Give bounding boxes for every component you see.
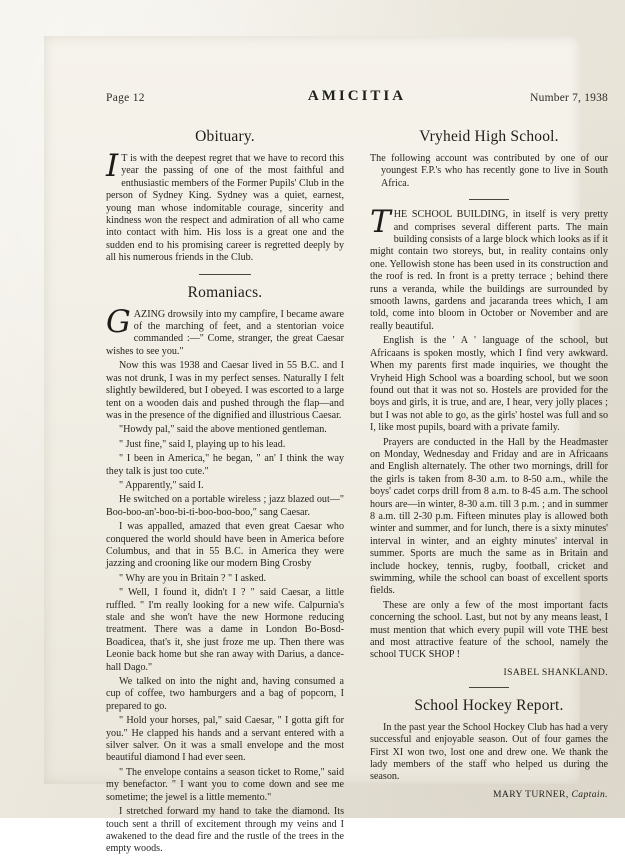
hockey-signature	[370, 789, 608, 800]
vryheid-paragraph-1	[370, 204, 608, 333]
romaniacs-dropcap: G	[106, 303, 131, 340]
romaniacs-paragraph-9: " Why are you in Britain ? " I asked.	[119, 572, 267, 584]
romaniacs-paragraph-10: " Well, I found it, didn't I ? " said Caesar, a little ruffled. " I'm really looking for a new wife. Calpurnia's stale and she won't have the new Hormone reducing treatment. There was a dame in London Bo-Bosd-Boadicea, that's it, she just froze me up. Then there was Leonie back home but she ran away with Darius, a dance-hall Dago."	[106, 587, 344, 673]
issue-label: Number 7, 1938	[530, 92, 608, 104]
hockey-heading: School Hockey Report.	[414, 696, 564, 714]
romaniacs-paragraph-3: "Howdy pal," said the above mentioned gentleman.	[119, 424, 327, 436]
hockey-signature-name: MARY TURNER,	[492, 788, 569, 800]
hockey-signature-role: Captain.	[571, 788, 608, 800]
romaniacs-paragraph-7: He switched on a portable wireless ; jazz blazed out—" Boo-boo-an'-boo-bi-ti-boo-boo-boo," sang Caesar.	[106, 494, 344, 518]
right-column	[370, 128, 608, 858]
romaniacs-paragraph-2: Now this was 1938 and Caesar lived in 55 B.C. and I was not drunk, I was in my perfect senses. Naturally I felt slightly bewildered, but I obeyed. I was escorted to a large tent on a wooden dais and pushed through the flap—and was in the presence of the dignified and illustrious Caesar.	[106, 360, 344, 421]
section-divider	[199, 274, 251, 275]
romaniacs-paragraph-13: " The envelope contains a season ticket to Rome," said my benefactor. " I want you to come down and see me sometime; the jewel is a little memento."	[106, 766, 344, 803]
obituary-body	[106, 148, 344, 265]
page-content	[106, 88, 608, 855]
romaniacs-paragraph-4: " Just fine," said I, playing up to his lead.	[119, 438, 286, 450]
romaniacs-paragraph-14: I stretched forward my hand to take the diamond. Its touch sent a thrill of excitement through my veins and I awakened to the dead fire and the rustle of the trees in the empty woods.	[106, 806, 344, 855]
vryheid-paragraph-2: English is the ' A ' language of the school, but Africaans is spoken mostly, which I find very awkward. When my parents first made inquiries, we thought the Vryheid High School was a boarding school, but we soon found out that it was not so. Hostels are provided for the boys and girls, it is true, and are, I hear, very jolly places ; but I was not able to go, as the girls' hostel was full and so I, like most pupils, board with a private family.	[370, 335, 608, 434]
page-number-label: Page 12	[106, 92, 145, 104]
obituary-dropcap: I	[106, 148, 119, 184]
romaniacs-paragraph-1	[106, 303, 344, 359]
vryheid-dropcap: T	[370, 204, 391, 241]
page-header	[106, 88, 608, 114]
romaniacs-text-1: AZING drowsily into my campfire, I became aware of the marching of feet, and a stentorian voice commanded :—" Come, stranger, the great Caesar wishes to see you."	[106, 308, 344, 357]
vryheid-signature-name: ISABEL SHANKLAND.	[503, 666, 608, 678]
obituary-text: T is with the deepest regret that we have to record this year the passing of one of the most faithful and enthusiastic members of the Former Pupils' Club in the person of Sydney King. Sydney was a quiet, earnest, young man whose indomitable courage, sincerity and kindness won the respect and admiration of all who came into contact with him. His loss is a great one and the sudden end to his promising career is regretted deeply by all his numerous friends in the Club.	[106, 153, 344, 264]
romaniacs-paragraph-5: " I been in America," he began, " an' I think the way they talk is just too cute."	[106, 453, 344, 477]
left-column	[106, 128, 344, 858]
romaniacs-paragraph-12: " Hold your horses, pal," said Caesar, " I gotta gift for you." He clapped his hands and a servant entered with a silver salver. On it was a small envelope and the most beautiful diamond I had ever seen.	[106, 715, 344, 764]
journal-title: AMICITIA	[307, 88, 407, 104]
paper-sheet	[44, 36, 608, 855]
romaniacs-paragraph-6: " Apparently," said I.	[119, 479, 204, 491]
vryheid-heading: Vryheid High School.	[419, 128, 559, 145]
obituary-heading: Obituary.	[195, 128, 255, 145]
romaniacs-paragraph-11: We talked on into the night and, having consumed a cup of coffee, two hamburgers and a bag of popcorn, I prepared to go.	[106, 676, 344, 712]
two-column-layout	[106, 128, 608, 858]
vryheid-paragraph-4: These are only a few of the most important facts concerning the school. Last, but not by any means least, I must mention that which every pupil will vote THE best and most attractive feature of the school, namely the school TUCK SHOP !	[370, 599, 608, 661]
section-divider	[469, 687, 509, 688]
vryheid-text-1: HE SCHOOL BUILDING, in itself is very pretty and comprises several different parts. The main building consists of a large block which looks as if it might contain two storeys, but, in reality contains only one. Yellowish stone has been used in its construction and the roof is red. In front is a pretty terrace ; behind there runs a veranda, while the buildings are surrounded by smooth lawns, gardens and jacaranda trees which, I am told, come into bloom in October or November and are really beautiful.	[370, 209, 608, 332]
hockey-body: In the past year the School Hockey Club has had a very successful and enjoyable season. Out of four games the First XI won two, lost one and drew one. We thank the lady members of the staff who helped us during the season.	[370, 721, 608, 783]
romaniacs-paragraph-8: I was appalled, amazed that even great Caesar who conquered the world should have been in America before Columbus, and that in 55 B.C. in America they were jazzing and crooning like our modern Bing Crosby	[106, 521, 344, 570]
romaniacs-heading: Romaniacs.	[187, 283, 263, 301]
section-divider	[469, 199, 509, 200]
vryheid-intro: The following account was contributed by one of our youngest F.P.'s who has recently gone to live in South Africa.	[370, 153, 608, 189]
vryheid-paragraph-3: Prayers are conducted in the Hall by the Headmaster on Monday, Wednesday and Friday and are in Africaans and English alternately. The other two mornings, drill for the girls is taken from 8-30 a.m. to 8-50 a.m., while the boys' cadet corps drill from 8 a.m. to 8-45 a.m. The school hours are—in winter, 8-30 a.m. till 3 p.m. ; and in summer 8 a.m. till 2-30 p.m. Fifteen minutes play is allowed both winter and summer, and for lunch, there is a sixty minutes' interval in winter, and an eighty minutes' interval in summer. Sports are much the same as in Britain and include hockey, tennis, rugby, football, cricket and swimming, while the school can boast of excellent sports fields.	[370, 436, 608, 597]
vryheid-signature	[370, 667, 608, 678]
